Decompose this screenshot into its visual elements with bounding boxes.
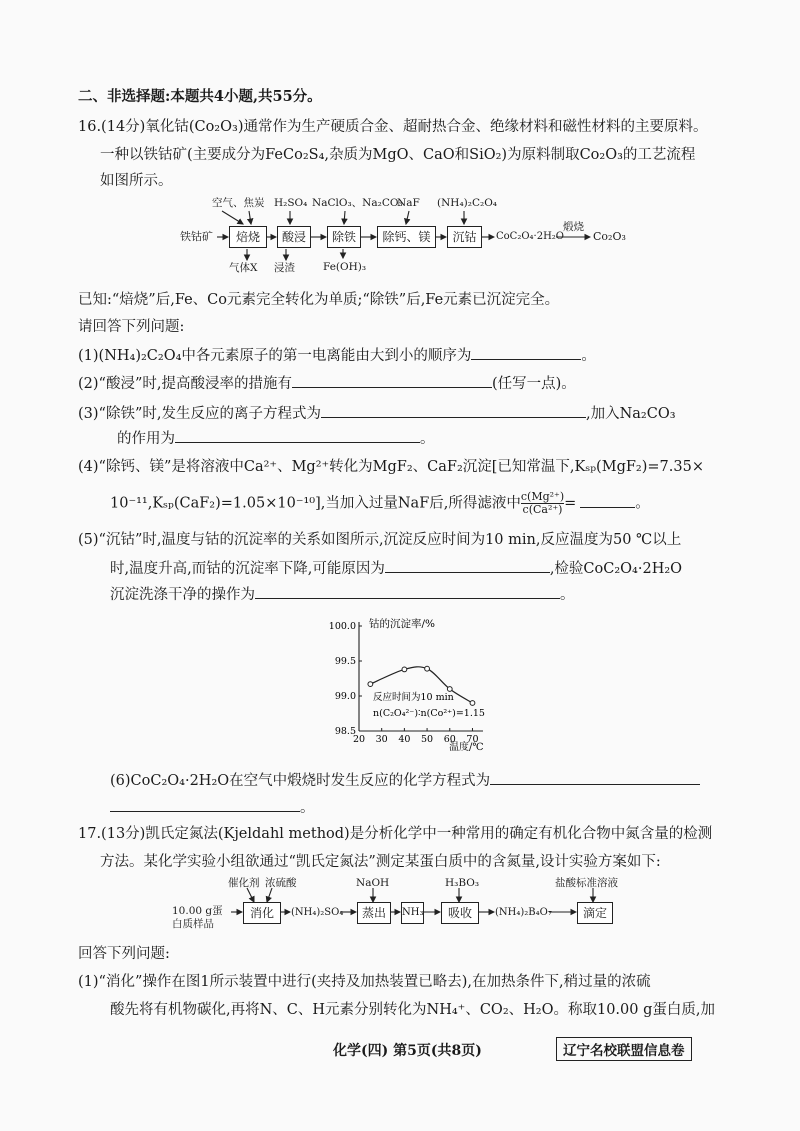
sample-label xyxy=(172,905,223,931)
q16-part-4-text: 10⁻¹¹,Kₛₚ(CaF₂)=1.05×10⁻¹⁰],当加入过量NaF后,所得滤液中 xyxy=(110,495,521,512)
reagent-naoh: NaOH xyxy=(356,877,390,889)
q16-part-5-line-2 xyxy=(110,558,682,578)
x-tick-label: 30 xyxy=(375,734,388,745)
answer-blank-16-5b[interactable] xyxy=(255,584,560,599)
q17-intro-line-1: 17.(13分)凯氏定氮法(Kjeldahl method)是分析化学中一种常用的确定有机化合物中氮含量的检测 xyxy=(78,826,713,842)
data-point xyxy=(425,666,430,671)
answer-blank-16-6b[interactable] xyxy=(110,797,300,812)
product-co2o3: Co₂O₃ xyxy=(593,230,626,243)
intermediate-ammonium-sulfate: (NH₄)₂SO₄ xyxy=(291,907,344,918)
answer-blank-16-5a[interactable] xyxy=(385,558,550,573)
q16-intro-line-3: 如图所示。 xyxy=(100,173,173,189)
chart-annotation-time: 反应时间为10 min xyxy=(373,692,454,703)
fraction-denominator: c(Ca²⁺) xyxy=(522,503,563,516)
step-ca-mg-removal: 除钙、镁 xyxy=(377,226,436,248)
step-digestion: 消化 xyxy=(243,902,281,924)
q17-intro-line-2: 方法。某化学实验小组欲通过“凯氏定氮法”测定某蛋白质中的含氮量,设计实验方案如下: xyxy=(100,854,661,870)
q16-part-5-text: 时,温度升高,而钴的沉淀率下降,可能原因为 xyxy=(110,561,385,577)
x-tick-label: 40 xyxy=(398,734,411,745)
q16-intro-line-1: 16.(14分)氧化钴(Co₂O₃)通常作为生产硬质合金、超耐热合金、绝缘材料和磁性材料的主要原料。 xyxy=(78,119,708,135)
answer-blank-16-3a[interactable] xyxy=(321,403,586,418)
q16-prompt: 请回答下列问题: xyxy=(78,319,185,335)
data-point xyxy=(368,682,373,687)
reagent-naf: NaF xyxy=(397,197,420,209)
reagent-h2so4: H₂SO₄ xyxy=(274,197,308,209)
reagent-h3bo3: H₃BO₃ xyxy=(445,877,480,889)
q16-part-3-line-1 xyxy=(78,403,676,423)
raw-material-label: 铁钴矿 xyxy=(180,230,213,243)
x-tick-label: 60 xyxy=(443,734,456,745)
q16-part-1 xyxy=(78,345,596,365)
chart-annotation-ratio: n(C₂O₄²⁻)∶n(Co²⁺)=1.15 xyxy=(373,708,485,719)
sample-label-line-1: 10.00 g蛋 xyxy=(172,905,223,917)
reagent-conc-sulfuric-acid: 浓硫酸 xyxy=(265,877,297,889)
x-tick-label: 20 xyxy=(352,734,366,745)
data-point xyxy=(470,701,475,706)
step-absorption: 吸收 xyxy=(441,902,479,924)
q16-part-3-tail: ,加入Na₂CO₃ xyxy=(585,406,676,422)
cobalt-precipitation-chart xyxy=(325,612,500,760)
sample-label-line-2: 白质样品 xyxy=(172,918,214,930)
q16-part-4-line-2 xyxy=(110,491,650,516)
reagent-air-coke: 空气、焦炭 xyxy=(212,197,265,209)
byproduct-iron-hydroxide: Fe(OH)₃ xyxy=(323,261,367,273)
data-point xyxy=(402,667,407,672)
q16-part-5-line-3 xyxy=(110,584,575,604)
reagent-ammonium-oxalate: (NH₄)₂C₂O₄ xyxy=(437,197,498,209)
q16-part-5-wash-text: 沉淀洗涤干净的操作为 xyxy=(110,587,255,603)
fraction-numerator: c(Mg²⁺) xyxy=(520,490,565,503)
answer-blank-16-2[interactable] xyxy=(292,373,492,388)
y-tick-label: 99.5 xyxy=(334,656,356,667)
publisher-badge: 辽宁名校联盟信息卷 xyxy=(556,1037,692,1061)
reagent-catalyst: 催化剂 xyxy=(228,877,260,889)
calcination-label: 煅烧 xyxy=(563,221,584,233)
q16-part-3-line-2 xyxy=(117,428,435,448)
section-header: 二、非选择题:本题共4小题,共55分。 xyxy=(78,88,322,105)
answer-blank-16-1[interactable] xyxy=(471,345,581,360)
q16-part-5-period: 。 xyxy=(560,587,575,603)
q16-part-1-period: 。 xyxy=(581,348,596,364)
q17-part-1-line-2: 酸先将有机物碳化,再将N、C、H元素分别转化为NH₄⁺、CO₂、H₂O。称取10.00 g蛋白质,加 xyxy=(110,1002,715,1018)
intermediate-nh3: NH₃ xyxy=(401,902,424,924)
q16-part-6-line-1 xyxy=(110,770,700,790)
answer-blank-16-6a[interactable] xyxy=(490,770,700,785)
data-point xyxy=(447,687,452,692)
q16-part-5-tail: ,检验CoC₂O₄·2H₂O xyxy=(549,561,683,577)
chart-y-label: 钴的沉淀率/% xyxy=(369,618,436,630)
q16-part-1-text: (1)(NH₄)₂C₂O₄中各元素原子的第一电离能由大到小的顺序为 xyxy=(78,348,472,364)
q16-part-2-text: (2)“酸浸”时,提高酸浸率的措施有 xyxy=(78,376,292,392)
q16-part-4-line-1: (4)“除钙、镁”是将溶液中Ca²⁺、Mg²⁺转化为MgF₂、CaF₂沉淀[已知常温下,Kₛₚ(MgF₂)=7.35× xyxy=(78,459,704,475)
q16-part-6-line-2 xyxy=(110,797,315,817)
y-tick-label: 99.0 xyxy=(334,691,356,702)
q17-part-1-line-1: (1)“消化”操作在图1所示装置中进行(夹持及加热装置已略去),在加热条件下,稍过量的浓硫 xyxy=(78,974,651,990)
q16-part-3-role-text: 的作用为 xyxy=(117,431,175,447)
byproduct-gas-x: 气体X xyxy=(229,262,258,274)
intermediate-ammonium-borate: (NH₄)₂B₄O₇ xyxy=(495,907,552,918)
reagent-hcl-standard: 盐酸标准溶液 xyxy=(555,877,618,889)
step-titration: 滴定 xyxy=(577,902,613,924)
q16-part-3-period: 。 xyxy=(420,431,435,447)
chart-ticks xyxy=(329,621,479,745)
y-tick-label: 98.5 xyxy=(334,726,356,737)
q17-flowchart-arrows xyxy=(0,870,800,940)
concentration-ratio-fraction xyxy=(521,491,564,516)
step-distillation: 蒸出 xyxy=(357,902,391,924)
q16-part-4-period: 。 xyxy=(635,495,650,512)
q16-part-6-period: 。 xyxy=(300,800,315,816)
q16-intro-line-2: 一种以铁钴矿(主要成分为FeCo₂S₄,杂质为MgO、CaO和SiO₂)为原料制取Co₂O₃的工艺流程 xyxy=(100,147,696,163)
answer-blank-16-3b[interactable] xyxy=(175,428,420,443)
step-roasting: 焙烧 xyxy=(229,226,267,248)
step-iron-removal: 除铁 xyxy=(327,226,361,248)
page-footer-label: 化学(四) 第5页(共8页) xyxy=(333,1043,482,1059)
x-tick-label: 50 xyxy=(421,734,434,745)
step-cobalt-precipitation: 沉钴 xyxy=(447,226,482,248)
q16-part-4-equals: = xyxy=(564,495,577,512)
q17-prompt: 回答下列问题: xyxy=(78,946,170,962)
q16-part-2-tail: (任写一点)。 xyxy=(491,376,576,392)
chart-x-label: 温度/℃ xyxy=(449,742,484,753)
intermediate-cobalt-oxalate: CoC₂O₄·2H₂O xyxy=(496,231,565,242)
q16-part-2 xyxy=(78,373,576,393)
byproduct-leach-residue: 浸渣 xyxy=(274,262,295,274)
q16-part-6-text: (6)CoC₂O₄·2H₂O在空气中煅烧时发生反应的化学方程式为 xyxy=(110,773,491,789)
x-tick-label: 70 xyxy=(466,734,479,745)
q16-known-conditions: 已知:“焙烧”后,Fe、Co元素完全转化为单质;“除铁”后,Fe元素已沉淀完全。 xyxy=(78,292,560,308)
y-tick-label: 100.0 xyxy=(328,621,356,632)
answer-blank-16-4[interactable] xyxy=(580,493,635,508)
step-acid-leaching: 酸浸 xyxy=(277,226,311,248)
q16-part-5-line-1: (5)“沉钴”时,温度与钴的沉淀率的关系如图所示,沉淀反应时间为10 min,反应温度为50 ℃以上 xyxy=(78,532,682,548)
q16-part-3-text: (3)“除铁”时,发生反应的离子方程式为 xyxy=(78,406,321,422)
reagent-naclo3-na2co3: NaClO₃、Na₂CO₃ xyxy=(312,197,403,209)
